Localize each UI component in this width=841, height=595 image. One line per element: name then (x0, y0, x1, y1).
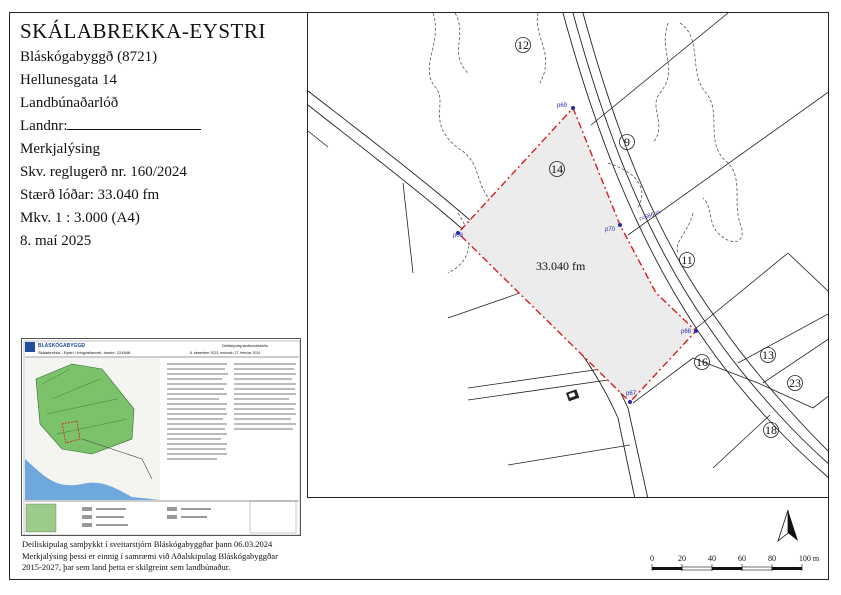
inset-plan-type: Deiliskipulag landbúnaðalóða (222, 344, 268, 348)
point-label-p08: p08 (453, 233, 464, 239)
land-use: Landbúnaðarlóð (20, 95, 119, 111)
lot-number-18: 18 (765, 423, 777, 437)
parcel-area (458, 108, 696, 402)
page-title: SKÁLABREKKA-EYSTRI (20, 19, 266, 43)
title-block (20, 18, 300, 253)
scale-tick-20: 20 (678, 554, 686, 563)
caption-line-3: 2015-2027, þar sem land þetta er skilgreint sem landbúnaður. (22, 562, 231, 572)
lot-number-13: 13 (762, 348, 774, 362)
map-scale: Mkv. 1 : 3.000 (A4) (20, 210, 140, 226)
regulation: Skv. reglugerð nr. 160/2024 (20, 164, 187, 180)
development-plan-thumbnail (21, 338, 301, 536)
lot-number-11: 11 (681, 253, 693, 267)
municipality: Bláskógabyggð (8721) (20, 49, 158, 65)
building-icon (566, 389, 579, 401)
scale-tick-60: 60 (738, 554, 746, 563)
north-arrow-icon (776, 508, 800, 544)
address: Hellunesgata 14 (20, 72, 118, 88)
point-label-p70: p70 (605, 227, 616, 233)
radius-label: r=586 m (638, 209, 662, 223)
approval-caption (22, 539, 307, 574)
parcel-area-label: 33.040 fm (536, 259, 586, 273)
org-logo-icon (25, 342, 35, 352)
lot-number-9: 9 (624, 135, 630, 149)
scale-bar (646, 548, 822, 574)
document-date: 8. maí 2025 (20, 233, 92, 249)
lot-number-16: 16 (696, 355, 708, 369)
lot-number-12: 12 (517, 38, 529, 52)
lot-number-14: 14 (551, 162, 563, 176)
scale-tick-0: 0 (650, 554, 654, 563)
scale-tick-40: 40 (708, 554, 716, 563)
inset-plan-title: Skálabrekka - Eystri í Þingvallasveit, landnr: 224848 (38, 350, 131, 355)
point-label-p67: p67 (626, 391, 637, 397)
lot-number-23: 23 (789, 376, 801, 390)
caption-line-1: Deiliskipulag samþykkt í sveitarstjórn Bláskógabyggðar þann 06.03.2024 (22, 539, 273, 549)
caption-line-2: Merkjalýsing þessi er einnig í samræmi við Aðalskipulag Bláskógabyggðar (22, 550, 278, 561)
document-type: Merkjalýsing (20, 141, 100, 157)
scale-tick-80: 80 (768, 554, 776, 563)
cadastral-map (307, 12, 829, 498)
point-label-p68: p68 (681, 329, 692, 335)
point-label-p69: p69 (557, 103, 568, 109)
inset-org: BLÁSKÓGABYGGÐ (38, 343, 85, 349)
inset-plan-date: 8. desember 2023, endursk: 27. febrúar 2024 (190, 351, 261, 355)
scale-tick-100: 100 m (798, 554, 820, 563)
land-number: Landnr: (20, 115, 300, 138)
lot-size: Stærð lóðar: 33.040 fm (20, 187, 160, 203)
